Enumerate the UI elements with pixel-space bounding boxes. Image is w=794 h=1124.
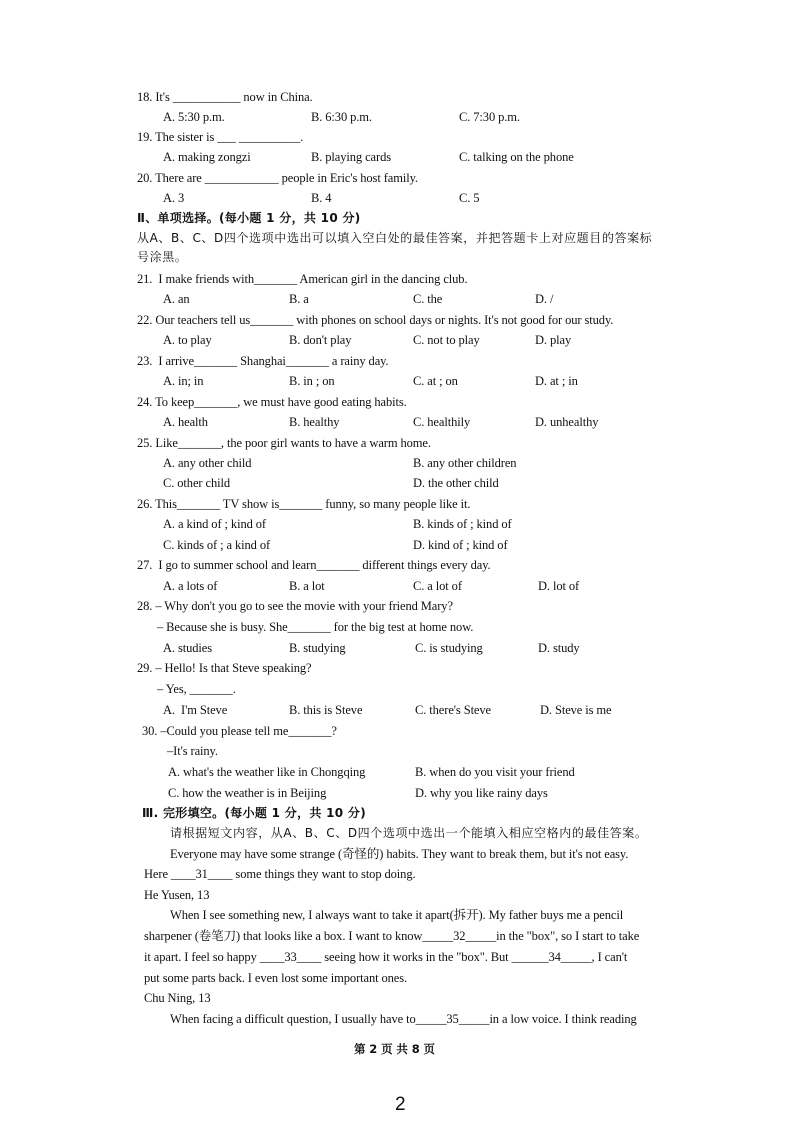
question-19-option-b: B. playing cards xyxy=(311,150,391,164)
question-25-option-b: B. any other children xyxy=(413,456,517,470)
question-21-option-b: B. a xyxy=(289,292,309,306)
question-29-option-a: A. I'm Steve xyxy=(163,703,228,717)
question-24-option-a: A. health xyxy=(163,415,208,429)
question-28-option-a: A. studies xyxy=(163,641,213,655)
question-24-option-b: B. healthy xyxy=(289,415,340,429)
question-22-option-d: D. play xyxy=(535,333,572,347)
question-28-option-c: C. is studying xyxy=(415,641,483,655)
question-24-option-c: C. healthily xyxy=(413,415,471,429)
passage-line-4: sharpener (卷笔刀) that looks like a box. I want to know_____32_____in the "box", so I start to take xyxy=(144,929,640,943)
section-3-title: Ⅲ. 完形填空。(每小题 1 分，共 10 分) xyxy=(142,806,367,820)
passage-line-6: put some parts back. I even lost some important ones. xyxy=(144,971,408,985)
question-30-option-c: C. how the weather is in Beijing xyxy=(168,786,327,800)
question-18-option-c: C. 7:30 p.m. xyxy=(459,110,520,124)
passage-line-3: When I see something new, I always want to take it apart(拆开). My father buys me a pencil xyxy=(170,908,624,922)
question-23-stem: 23. I arrive_______ Shanghai_______ a rainy day. xyxy=(137,354,389,368)
question-27-option-a: A. a lots of xyxy=(163,579,218,593)
question-22-stem: 22. Our teachers tell us_______ with phones on school days or nights. It's not good for our study. xyxy=(137,313,614,327)
question-28-stem: 28. – Why don't you go to see the movie with your friend Mary? xyxy=(137,599,453,613)
question-27-option-c: C. a lot of xyxy=(413,579,462,593)
section-2-instruction-line1: 从A、B、C、D四个选项中选出可以填入空白处的最佳答案，并把答题卡上对应题目的答案标 xyxy=(137,231,653,245)
question-27-option-b: B. a lot xyxy=(289,579,325,593)
question-25-stem: 25. Like_______, the poor girl wants to have a warm home. xyxy=(137,436,431,450)
question-22-option-b: B. don't play xyxy=(289,333,352,347)
question-20-option-c: C. 5 xyxy=(459,191,480,205)
passage-line-7: When facing a difficult question, I usually have to_____35_____in a low voice. I think reading xyxy=(170,1012,637,1026)
passage-line-1: Everyone may have some strange (奇怪的) habits. They want to break them, but it's not easy. xyxy=(170,847,629,861)
page-footer-label: 第 2 页 共 8 页 xyxy=(354,1042,435,1056)
question-25-option-c: C. other child xyxy=(163,476,230,490)
passage-name-chu-ning: Chu Ning, 13 xyxy=(144,991,211,1005)
question-29-option-b: B. this is Steve xyxy=(289,703,363,717)
question-18-option-b: B. 6:30 p.m. xyxy=(311,110,372,124)
question-22-option-c: C. not to play xyxy=(413,333,480,347)
passage-name-he-yusen: He Yusen, 13 xyxy=(144,888,210,902)
question-23-option-b: B. in ; on xyxy=(289,374,335,388)
question-20-option-b: B. 4 xyxy=(311,191,332,205)
question-24-stem: 24. To keep_______, we must have good eating habits. xyxy=(137,395,407,409)
question-29-stem: 29. – Hello! Is that Steve speaking? xyxy=(137,661,312,675)
question-25-option-d: D. the other child xyxy=(413,476,499,490)
question-22-option-a: A. to play xyxy=(163,333,212,347)
question-28-line2: – Because she is busy. She_______ for the big test at home now. xyxy=(157,620,474,634)
section-2-title: Ⅱ、单项选择。(每小题 1 分，共 10 分) xyxy=(137,211,361,225)
question-20-stem: 20. There are ____________ people in Eric's host family. xyxy=(137,171,418,185)
question-26-option-a: A. a kind of ; kind of xyxy=(163,517,266,531)
section-3-instruction: 请根据短文内容，从A、B、C、D四个选项中选出一个能填入相应空格内的最佳答案。 xyxy=(170,826,648,840)
question-23-option-c: C. at ; on xyxy=(413,374,458,388)
question-29-option-d: D. Steve is me xyxy=(540,703,612,717)
question-27-option-d: D. lot of xyxy=(538,579,580,593)
question-21-option-a: A. an xyxy=(163,292,190,306)
question-18-stem: 18. It's ___________ now in China. xyxy=(137,90,313,104)
question-30-line2: –It's rainy. xyxy=(167,744,218,758)
passage-line-2: Here ____31____ some things they want to stop doing. xyxy=(144,867,416,881)
question-26-option-d: D. kind of ; kind of xyxy=(413,538,508,552)
question-19-stem: 19. The sister is ___ __________. xyxy=(137,130,304,144)
question-28-option-b: B. studying xyxy=(289,641,346,655)
question-19-option-c: C. talking on the phone xyxy=(459,150,574,164)
passage-line-5: it apart. I feel so happy ____33____ seeing how it works in the "box". But ______34_____, I can't xyxy=(144,950,628,964)
question-25-option-a: A. any other child xyxy=(163,456,252,470)
question-19-option-a: A. making zongzi xyxy=(163,150,251,164)
page-number: 2 xyxy=(395,1094,406,1115)
question-29-option-c: C. there's Steve xyxy=(415,703,491,717)
question-23-option-a: A. in; in xyxy=(163,374,204,388)
question-21-stem: 21. I make friends with_______ American girl in the dancing club. xyxy=(137,272,468,286)
question-26-option-b: B. kinds of ; kind of xyxy=(413,517,512,531)
question-21-option-d: D. / xyxy=(535,292,554,306)
question-26-stem: 26. This_______ TV show is_______ funny, so many people like it. xyxy=(137,497,471,511)
question-29-line2: – Yes, _______. xyxy=(157,682,236,696)
section-2-instruction-line2: 号涂黑。 xyxy=(137,250,188,264)
question-30-option-d: D. why you like rainy days xyxy=(415,786,548,800)
question-30-stem: 30. –Could you please tell me_______? xyxy=(142,724,337,738)
question-18-option-a: A. 5:30 p.m. xyxy=(163,110,225,124)
question-30-option-a: A. what's the weather like in Chongqing xyxy=(168,765,366,779)
question-21-option-c: C. the xyxy=(413,292,443,306)
question-27-stem: 27. I go to summer school and learn_______ different things every day. xyxy=(137,558,491,572)
question-30-option-b: B. when do you visit your friend xyxy=(415,765,575,779)
question-23-option-d: D. at ; in xyxy=(535,374,578,388)
question-28-option-d: D. study xyxy=(538,641,580,655)
question-26-option-c: C. kinds of ; a kind of xyxy=(163,538,271,552)
question-24-option-d: D. unhealthy xyxy=(535,415,599,429)
question-20-option-a: A. 3 xyxy=(163,191,185,205)
